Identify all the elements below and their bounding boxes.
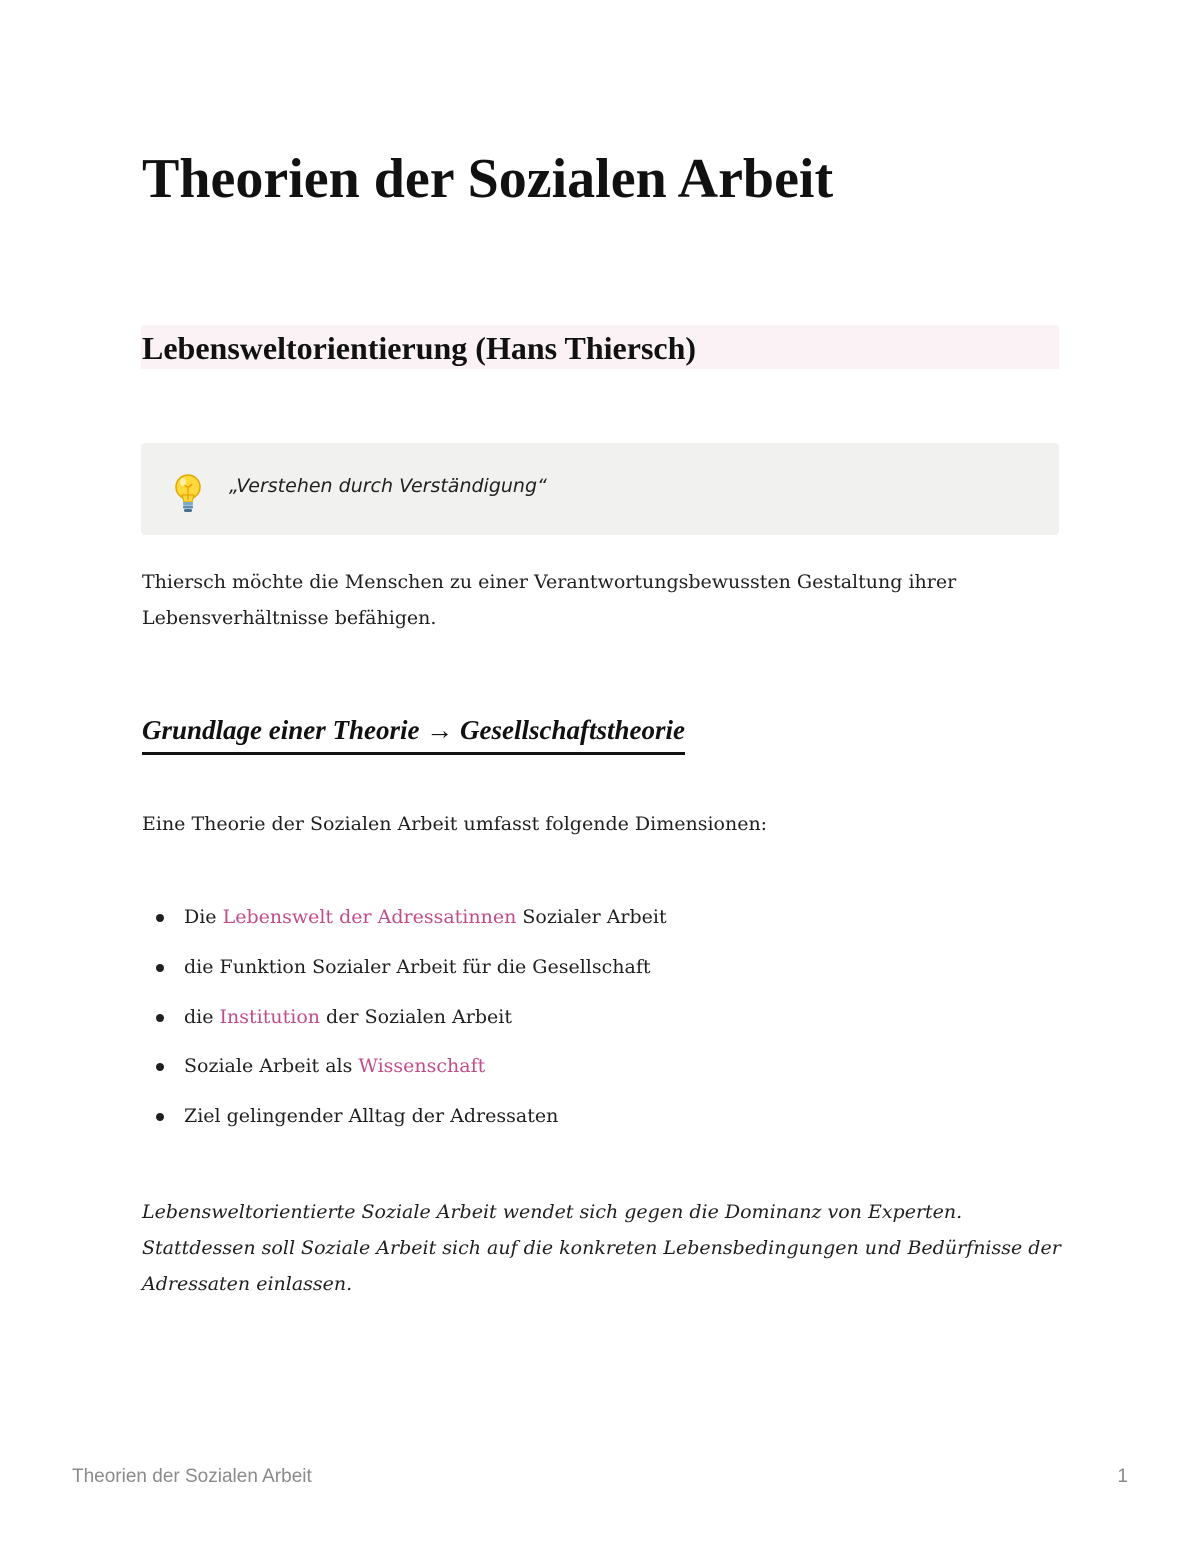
list-item-text: die Funktion Sozialer Arbeit für die Gesellschaft bbox=[184, 955, 651, 978]
page-number: 1 bbox=[1117, 1466, 1128, 1487]
lightbulb-icon bbox=[171, 473, 205, 515]
callout-quote: „Verstehen durch Verständigung“ bbox=[229, 475, 547, 497]
bullet-icon bbox=[156, 1014, 164, 1022]
intro-paragraph: Thiersch möchte die Menschen zu einer Verantwortungsbewussten Gestaltung ihrer Lebensverhältnisse befähigen. bbox=[142, 571, 957, 629]
section-heading: Lebensweltorientierung (Hans Thiersch) bbox=[141, 325, 1059, 369]
bullet-icon bbox=[156, 964, 164, 972]
callout-box bbox=[141, 443, 1059, 535]
subheading: Grundlage einer Theorie → Gesellschaftstheorie bbox=[142, 710, 685, 755]
list-item-text: Die bbox=[184, 906, 223, 928]
list-item bbox=[142, 1045, 667, 1095]
list-item-text: Sozialer Arbeit bbox=[516, 906, 667, 928]
list-item-text: Ziel gelingender Alltag der Adressaten bbox=[184, 1105, 559, 1128]
bullet-icon bbox=[156, 1063, 164, 1071]
list-item bbox=[142, 996, 667, 1046]
list-item-text: der Sozialen Arbeit bbox=[320, 1005, 512, 1028]
highlighted-term: Wissenschaft bbox=[358, 1055, 486, 1078]
list-item bbox=[142, 1095, 667, 1145]
page-title: Theorien der Sozialen Arbeit bbox=[142, 148, 834, 210]
closing-paragraph: Lebensweltorientierte Soziale Arbeit wendet sich gegen die Dominanz von Experten. Stattdessen soll Soziale Arbeit sich auf die konkreten Lebensbedingungen und Bedürfnisse der Adressaten einlassen. bbox=[142, 1201, 1061, 1295]
bullet-icon bbox=[156, 1113, 164, 1121]
list-item-text: Soziale Arbeit als bbox=[184, 1055, 359, 1078]
dimensions-list bbox=[142, 896, 667, 1145]
list-item-text: die bbox=[184, 1005, 220, 1028]
dimensions-intro: Eine Theorie der Sozialen Arbeit umfasst folgende Dimensionen: bbox=[142, 813, 768, 835]
highlighted-term: Lebenswelt der Adressatinnen bbox=[222, 906, 517, 928]
footer-title: Theorien der Sozialen Arbeit bbox=[72, 1466, 312, 1487]
highlighted-term: Institution bbox=[219, 1005, 320, 1028]
list-item bbox=[142, 896, 667, 946]
list-item bbox=[142, 946, 667, 996]
bullet-icon bbox=[156, 914, 164, 922]
